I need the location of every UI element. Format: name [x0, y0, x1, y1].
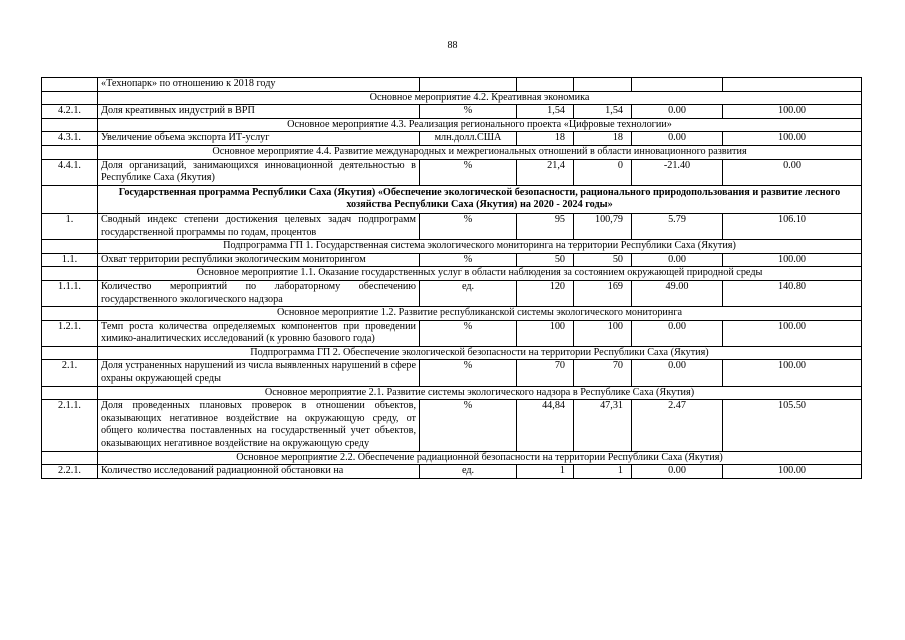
planned-value: 95 [517, 213, 574, 239]
table-row [42, 132, 862, 146]
deviation-value: 0.00 [632, 465, 723, 479]
row-number [42, 118, 98, 132]
table-row [42, 400, 862, 451]
unit-of-measure: ед. [420, 280, 517, 306]
planned-value: 120 [517, 280, 574, 306]
page-number: 88 [447, 40, 458, 51]
planned-value: 1,54 [517, 105, 574, 119]
indicator-name: Количество мероприятий по лабораторному обеспечению государственного экологического надзора [98, 280, 420, 306]
unit-of-measure: % [420, 159, 517, 185]
deviation-value: 0.00 [632, 320, 723, 346]
section-header-row [42, 451, 862, 465]
section-header-row [42, 307, 862, 321]
row-number [42, 451, 98, 465]
table-row [42, 280, 862, 306]
table-row [42, 465, 862, 479]
actual-value: 70 [574, 360, 632, 386]
row-number: 4.3.1. [42, 132, 98, 146]
unit-of-measure [420, 78, 517, 92]
section-header-row [42, 91, 862, 105]
row-number: 1.1. [42, 253, 98, 267]
table-row [42, 213, 862, 239]
section-header-row [42, 240, 862, 254]
indicator-name: Доля проведенных плановых проверок в отношении объектов, оказывающих негативное воздействие на окружающую среду, от общего количества поставленных на государственный учет объектов, оказывающих негативное воздействие на окружающую среду [98, 400, 420, 451]
completion-percent: 0.00 [723, 159, 862, 185]
planned-value: 70 [517, 360, 574, 386]
row-number: 1.2.1. [42, 320, 98, 346]
planned-value: 50 [517, 253, 574, 267]
completion-percent: 100.00 [723, 105, 862, 119]
row-number: 2.1.1. [42, 400, 98, 451]
planned-value: 100 [517, 320, 574, 346]
unit-of-measure: % [420, 320, 517, 346]
actual-value: 1 [574, 465, 632, 479]
actual-value: 0 [574, 159, 632, 185]
actual-value: 47,31 [574, 400, 632, 451]
row-number: 2.1. [42, 360, 98, 386]
indicator-name: Доля креативных индустрий в ВРП [98, 105, 420, 119]
completion-percent: 140.80 [723, 280, 862, 306]
table-row [42, 159, 862, 185]
actual-value: 169 [574, 280, 632, 306]
section-header-row [42, 267, 862, 281]
planned-value: 44,84 [517, 400, 574, 451]
actual-value: 18 [574, 132, 632, 146]
unit-of-measure: % [420, 213, 517, 239]
unit-of-measure: % [420, 253, 517, 267]
section-title: Основное мероприятие 2.1. Развитие системы экологического надзора в Республике Саха (Якутия) [98, 386, 862, 400]
section-title: Основное мероприятие 1.2. Развитие республиканской системы экологического мониторинга [98, 307, 862, 321]
row-number: 4.2.1. [42, 105, 98, 119]
row-number [42, 78, 98, 92]
completion-percent: 100.00 [723, 132, 862, 146]
row-number [42, 267, 98, 281]
row-number: 2.2.1. [42, 465, 98, 479]
indicator-name: Увеличение объема экспорта ИТ-услуг [98, 132, 420, 146]
deviation-value: 0.00 [632, 253, 723, 267]
row-number [42, 346, 98, 360]
completion-percent: 105.50 [723, 400, 862, 451]
completion-percent: 100.00 [723, 465, 862, 479]
completion-percent: 100.00 [723, 253, 862, 267]
actual-value: 1,54 [574, 105, 632, 119]
planned-value: 21,4 [517, 159, 574, 185]
actual-value: 50 [574, 253, 632, 267]
unit-of-measure: млн.долл.США [420, 132, 517, 146]
table-row [42, 78, 862, 92]
indicator-name: Количество исследований радиационной обстановки на [98, 465, 420, 479]
section-header-row [42, 145, 862, 159]
section-title: Основное мероприятие 1.1. Оказание государственных услуг в области наблюдения за состоянием окружающей природной среды [98, 267, 862, 281]
section-title: Подпрограмма ГП 2. Обеспечение экологической безопасности на территории Республики Саха (Якутия) [98, 346, 862, 360]
planned-value: 1 [517, 465, 574, 479]
section-header-row [42, 346, 862, 360]
table-row [42, 360, 862, 386]
actual-value [574, 78, 632, 92]
section-title: Основное мероприятие 4.3. Реализация регионального проекта «Цифровые технологии» [98, 118, 862, 132]
row-number [42, 240, 98, 254]
actual-value: 100 [574, 320, 632, 346]
deviation-value: 49.00 [632, 280, 723, 306]
row-number [42, 145, 98, 159]
table-row [42, 320, 862, 346]
row-number [42, 91, 98, 105]
row-number: 1.1.1. [42, 280, 98, 306]
row-number: 1. [42, 213, 98, 239]
indicator-name: «Технопарк» по отношению к 2018 году [98, 78, 420, 92]
section-title: Основное мероприятие 2.2. Обеспечение радиационной безопасности на территории Республики Саха (Якутия) [98, 451, 862, 465]
planned-value [517, 78, 574, 92]
indicator-name: Охват территории республики экологическим мониторингом [98, 253, 420, 267]
section-header-row [42, 386, 862, 400]
row-number [42, 307, 98, 321]
planned-value: 18 [517, 132, 574, 146]
deviation-value [632, 78, 723, 92]
deviation-value: 0.00 [632, 105, 723, 119]
completion-percent [723, 78, 862, 92]
actual-value: 100,79 [574, 213, 632, 239]
deviation-value: 2.47 [632, 400, 723, 451]
unit-of-measure: % [420, 400, 517, 451]
completion-percent: 100.00 [723, 360, 862, 386]
deviation-value: 5.79 [632, 213, 723, 239]
section-title: Подпрограмма ГП 1. Государственная система экологического мониторинга на территории Республики Саха (Якутия) [98, 240, 862, 254]
completion-percent: 100.00 [723, 320, 862, 346]
program-header-row [42, 185, 862, 213]
indicator-name: Доля организаций, занимающихся инновационной деятельностью в Республике Саха (Якутия) [98, 159, 420, 185]
deviation-value: 0.00 [632, 132, 723, 146]
indicator-name: Доля устраненных нарушений из числа выявленных нарушений в сфере охраны окружающей среды [98, 360, 420, 386]
unit-of-measure: % [420, 105, 517, 119]
unit-of-measure: % [420, 360, 517, 386]
indicator-name: Сводный индекс степени достижения целевых задач подпрограмм государственной программы по годам, процентов [98, 213, 420, 239]
table-row [42, 105, 862, 119]
row-number [42, 386, 98, 400]
row-number [42, 185, 98, 213]
program-title: Государственная программа Республики Саха (Якутия) «Обеспечение экологической безопасности, рационального природопользования и развитие лесного хозяйства Республики Саха (Якутия) на 2020 - 2024 годы» [98, 185, 862, 213]
unit-of-measure: ед. [420, 465, 517, 479]
row-number: 4.4.1. [42, 159, 98, 185]
section-title: Основное мероприятие 4.4. Развитие международных и межрегиональных отношений в области инновационного развития [98, 145, 862, 159]
section-title: Основное мероприятие 4.2. Креативная экономика [98, 91, 862, 105]
indicator-name: Темп роста количества определяемых компонентов при проведении химико-аналитических исследований (к уровню базового года) [98, 320, 420, 346]
deviation-value: 0.00 [632, 360, 723, 386]
indicators-table [41, 77, 862, 479]
table-row [42, 253, 862, 267]
deviation-value: -21.40 [632, 159, 723, 185]
section-header-row [42, 118, 862, 132]
completion-percent: 106.10 [723, 213, 862, 239]
